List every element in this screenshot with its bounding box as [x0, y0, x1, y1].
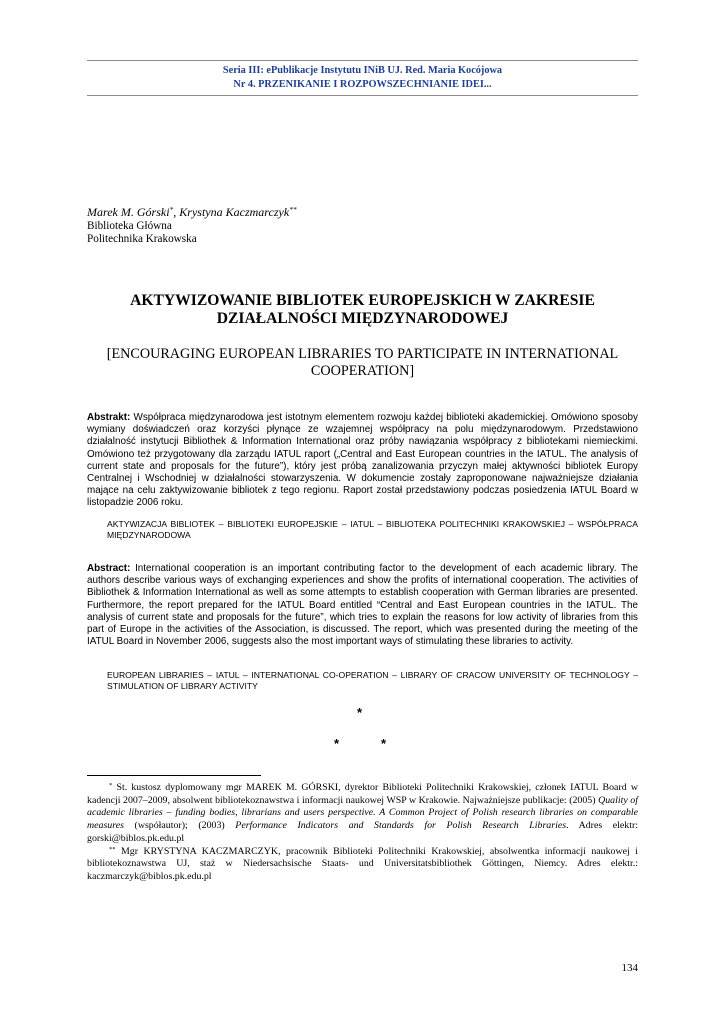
affiliation-line-1: Biblioteka Główna [87, 219, 172, 232]
keywords-polish: AKTYWIZACJA BIBLIOTEK – BIBLIOTEKI EUROPEJSKIE – IATUL – BIBLIOTEKA POLITECHNIKI KRAKOWSKIEJ – WSPÓŁPRACA MIĘDZYNARODOWA [107, 519, 638, 540]
keywords-english: EUROPEAN LIBRARIES – IATUL – INTERNATIONAL CO-OPERATION – LIBRARY OF CRACOW UNIVERSITY OF TECHNOLOGY – STIMULATION OF LIBRARY ACTIVITY [107, 670, 638, 691]
footnote-1-text-b: (współautor); (2003) [123, 820, 236, 832]
footnote-2 [87, 846, 638, 884]
title-english [87, 346, 638, 380]
abstract-polish-text: Współpraca międzynarodowa jest istotnym elementem rozwoju każdej biblioteki akademickiej. Omówiono sposoby wymiany doświadczeń oraz korzyści płynące ze wzajemnej współpracy na polu międzynarodowym. Przedstawiono działalność instytucji Bibliothek & Information International oraz próby nawiązania współpracy z bibliotekami niemieckimi. Omówiono też przygotowany dla zarządu IATUL raport („Central and East European countries in the IATUL. The analysis of current state and proposals for the future”), który jest próbą zanalizowania przyczyn małej aktywności bibliotek Europy Centralnej i Wschodniej w działalności stowarzyszenia. W dokumencie zostały zaproponowane najważniejsze działania mające na celu zaktywizowanie bibliotek z tego regionu. Raport został przedstawiony podczas posiedzenia IATUL Board w listopadzie 2006 roku. [87, 412, 638, 509]
title-polish [87, 292, 638, 328]
header-top-rule [87, 60, 638, 61]
abstract-english [87, 563, 638, 648]
footnote-1-text-a: St. kustosz dyplomowany mgr MAREK M. GÓRSKI, dyrektor Biblioteki Politechniki Krakowskiej, członek IATUL Board w kadencji 2007–2009, absolwent bibliotekoznawstwa i informacji naukowej WSP w Krakowie. Najważniejsze publikacje: (2005) [87, 782, 638, 806]
title-polish-line-2: DZIAŁALNOŚCI MIĘDZYNARODOWEJ [216, 310, 509, 327]
affiliation-line-2: Politechnika Krakowska [87, 233, 197, 245]
footnotes [87, 782, 638, 884]
section-separator-star-left: * [334, 736, 340, 751]
footnote-1-publication-1: Quality of academic libraries – funding bodies, librarians and users perspective. A Common Project of Polish research libraries on comparable measures [87, 794, 638, 832]
issue-header-line: Nr 4. PRZENIKANIE I ROZPOWSZECHNIANIE IDEI... [233, 79, 492, 90]
series-header-line: Seria III: ePublikacje Instytutu INiB UJ. Red. Maria Kocójowa [222, 65, 503, 76]
footnote-2-text: Mgr KRYSTYNA KACZMARCZYK, pracownik Biblioteki Politechniki Krakowskiej, absolwentka informacji naukowej i bibliotekoznawstwa UJ, staż w Niedersachsische Staats- und Universitatsbibliothek Göttingen, Niemcy. Adres elektr.: kaczmarczyk@biblos.pk.edu.pl [87, 845, 638, 882]
title-polish-line-1: AKTYWIZOWANIE BIBLIOTEK EUROPEJSKICH W ZAKRESIE [130, 292, 595, 309]
footnote-2-mark: ** [109, 845, 116, 853]
footnote-1 [87, 782, 638, 846]
author-separator: , [173, 205, 180, 219]
author-1-name: Marek M. Górski [87, 205, 170, 219]
author-block [87, 206, 638, 247]
author-1-footnote-mark: * [169, 205, 174, 214]
footnote-1-mark: * [109, 782, 113, 789]
footnote-1-publication-2: Performance Indicators and Standards for Polish Research Libraries [235, 820, 567, 832]
abstract-english-label: Abstract: [87, 563, 131, 574]
title-english-line-1: [ENCOURAGING EUROPEAN LIBRARIES TO PARTICIPATE IN INTERNATIONAL [106, 346, 619, 362]
page-number: 134 [621, 962, 638, 974]
title-english-line-2: COOPERATION] [310, 363, 415, 379]
author-2-name: Krystyna Kaczmarczyk [179, 205, 290, 219]
abstract-english-text: International cooperation is an important contributing factor to the development of each academic library. The authors describe various ways of exchanging experiences and show the profits of international cooperation. The activities of Bibliothek & Information International as well as some attempts to establish cooperation with German libraries are presented. Furthermore, the report prepared for the IATUL Board entitled “Central and East European countries in the IATUL. The analysis of current state and proposals for the future”, which tries to explain the reasons for low activity of libraries from this part of Europe in the activities of the Association, is discussed. The report, which was presented during the meeting of the IATUL Board in November 2006, suggests also the most important ways of stimulating these libraries to activity. [87, 563, 638, 648]
abstract-polish [87, 412, 638, 510]
author-names [87, 206, 638, 220]
header-bottom-rule [87, 95, 638, 96]
abstract-polish-label: Abstrakt: [87, 412, 131, 423]
author-2-footnote-mark: ** [289, 205, 297, 214]
section-separator-star-top: * [357, 705, 363, 720]
footnote-1-text-c: . Adres elektr: gorski@biblos.pk.edu.pl [87, 820, 638, 844]
section-separator-star-right: * [381, 736, 387, 751]
footnote-rule [87, 775, 261, 776]
